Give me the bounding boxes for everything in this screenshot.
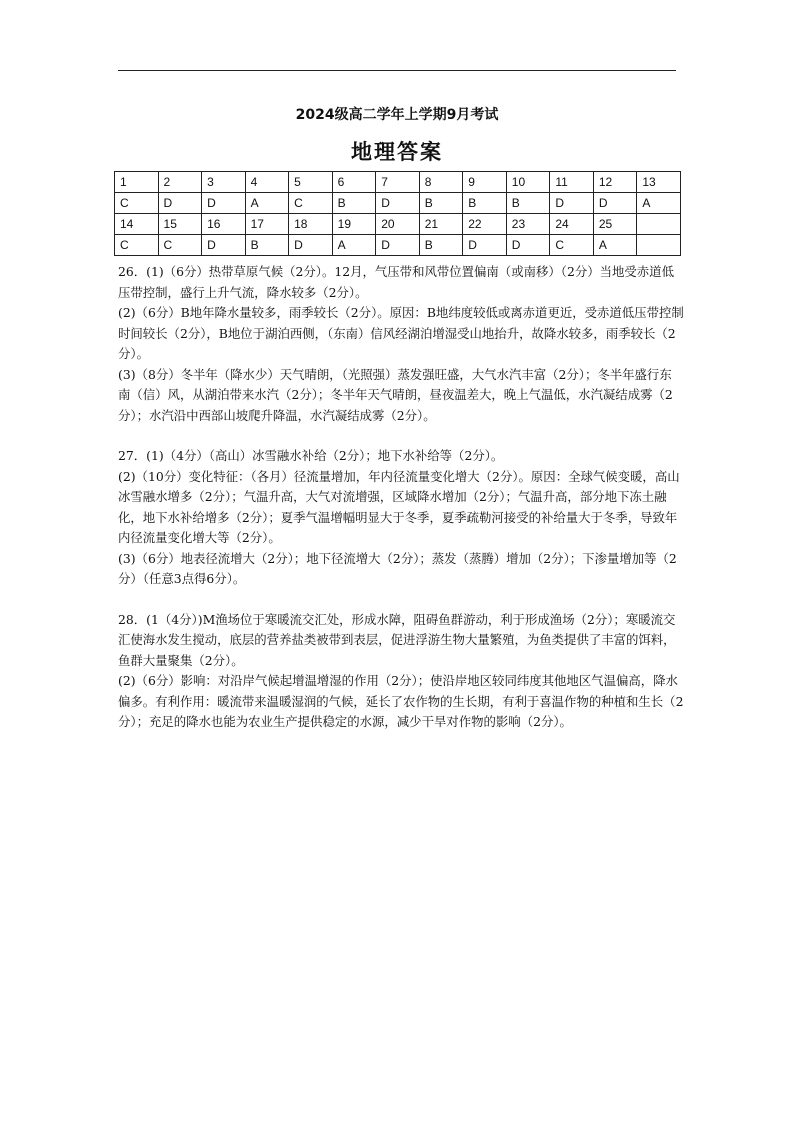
table-cell: 15	[158, 214, 202, 235]
table-cell: B	[419, 235, 463, 256]
table-row	[115, 172, 681, 193]
table-cell: A	[332, 235, 376, 256]
table-cell: B	[419, 193, 463, 214]
table-cell: B	[245, 235, 289, 256]
answer-paragraph: 26．(1)（6分）热带草原气候（2分）。12月，气压带和风带位置偏南（或南移）（2分）当地受赤道低压带控制，盛行上升气流，降水较多（2分）。	[118, 264, 674, 300]
table-cell	[637, 214, 681, 235]
table-cell: D	[550, 193, 594, 214]
table-cell: D	[289, 235, 333, 256]
table-cell: C	[550, 235, 594, 256]
table-cell: 5	[289, 172, 333, 193]
answer-table	[114, 171, 681, 256]
header-rule	[118, 70, 676, 71]
table-cell: 19	[332, 214, 376, 235]
table-cell: D	[202, 193, 246, 214]
table-cell: C	[115, 193, 159, 214]
table-row	[115, 193, 681, 214]
table-cell: D	[158, 193, 202, 214]
table-cell: 6	[332, 172, 376, 193]
table-cell: A	[245, 193, 289, 214]
table-cell: 18	[289, 214, 333, 235]
table-cell: B	[506, 193, 550, 214]
table-cell: D	[376, 235, 420, 256]
table-cell: 1	[115, 172, 159, 193]
table-cell	[637, 235, 681, 256]
table-cell: D	[593, 193, 637, 214]
table-cell: 2	[158, 172, 202, 193]
answer-paragraph: 28．(1（4分）)M渔场位于寒暖流交汇处，形成水障，阻碍鱼群游动，利于形成渔场（2分）；寒暖流交汇使海水发生搅动，底层的营养盐类被带到表层，促进浮游生物大量繁殖，为鱼类提供了丰富的饵料，鱼群大量聚集（2分）。	[118, 611, 676, 668]
table-cell: C	[115, 235, 159, 256]
table-cell: 17	[245, 214, 289, 235]
table-cell: B	[463, 193, 507, 214]
table-cell: D	[202, 235, 246, 256]
table-cell: D	[463, 235, 507, 256]
answer-paragraph: (2)（6分）影响：对沿岸气候起增温增湿的作用（2分）；使沿岸地区较同纬度其他地区气温偏高，降水偏多。有利作用：暖流带来温暖湿润的气候，延长了农作物的生长期，有利于喜温作物的种植和生长（2分）；充足的降水也能为农业生产提供稳定的水源，减少干旱对作物的影响（2分）。	[118, 673, 684, 729]
table-cell: D	[376, 193, 420, 214]
table-cell: 23	[506, 214, 550, 235]
answer-body	[118, 262, 684, 733]
table-cell: 14	[115, 214, 159, 235]
answer-paragraph: (3)（8分）冬半年（降水少）天气晴朗，（光照强）蒸发强旺盛，大气水汽丰富（2分）；冬半年盛行东南（信）风，从湖泊带来水汽（2分）；冬半年天气晴朗，昼夜温差大，晚上气温低，水汽凝结成雾（2分）；水汽沿中西部山坡爬升降温，水汽凝结成雾（2分）。	[118, 366, 673, 423]
table-cell: C	[158, 235, 202, 256]
table-cell: 13	[637, 172, 681, 193]
table-cell: 20	[376, 214, 420, 235]
table-cell: 11	[550, 172, 594, 193]
page-title: 地理答案	[351, 140, 443, 164]
table-cell: A	[593, 235, 637, 256]
table-cell: 4	[245, 172, 289, 193]
answer-paragraph: (3)（6分）地表径流增大（2分）；地下径流增大（2分）；蒸发（蒸腾）增加（2分）；下渗量增加等（2分）（任意3点得6分）。	[118, 550, 677, 586]
table-cell: 12	[593, 172, 637, 193]
table-cell: 25	[593, 214, 637, 235]
table-cell: C	[289, 193, 333, 214]
table-cell: D	[506, 235, 550, 256]
table-row	[115, 235, 681, 256]
table-cell: 10	[506, 172, 550, 193]
table-cell: A	[637, 193, 681, 214]
table-cell: 7	[376, 172, 420, 193]
table-row	[115, 214, 681, 235]
table-cell: 8	[419, 172, 463, 193]
table-cell: 9	[463, 172, 507, 193]
exam-subtitle: 2024级高二学年上学期9月考试	[295, 107, 499, 123]
table-cell: 21	[419, 214, 463, 235]
answer-paragraph: 27．(1)（4分）（高山）冰雪融水补给（2分）；地下水补给等（2分）。	[118, 448, 504, 463]
table-cell: 16	[202, 214, 246, 235]
table-cell: 3	[202, 172, 246, 193]
table-cell: 22	[463, 214, 507, 235]
table-cell: 24	[550, 214, 594, 235]
answer-paragraph: (2)（10分）变化特征：（各月）径流量增加，年内径流量变化增大（2分）。原因：全球气候变暖，高山冰雪融水增多（2分）；气温升高，大气对流增强，区域降水增加（2分）；气温升高，部分地下冻土融化，地下水补给增多（2分）；夏季气温增幅明显大于冬季，夏季疏勒河接受的补给量大于冬季，导致年内径流量变化增大等（2分）。	[118, 468, 680, 545]
table-cell: B	[332, 193, 376, 214]
answer-paragraph: (2)（6分）B地年降水量较多，雨季较长（2分）。原因：B地纬度较低或离赤道更近，受赤道低压带控制时间较长（2分），B地位于湖泊西侧，（东南）信风经湖泊增湿受山地抬升，故降水较多，雨季较长（2分）。	[118, 305, 684, 361]
